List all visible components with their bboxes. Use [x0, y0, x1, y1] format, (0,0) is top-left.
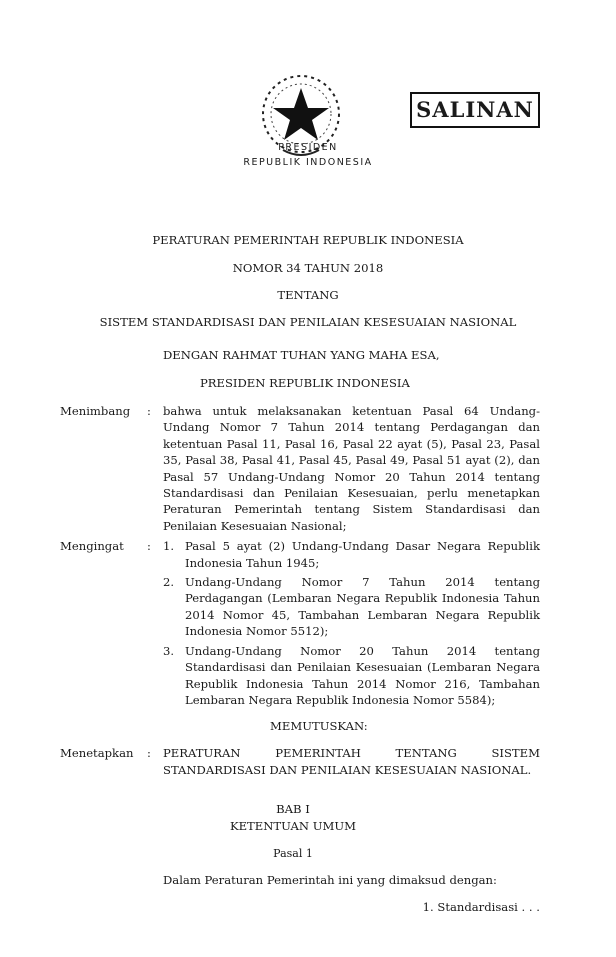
item-text: Undang-Undang Nomor 7 Tahun 2014 tentang Perdagangan (Lembaran Negara Republik Indonesia Tahun 2014 Nomor 45, Tambahan Lembaran Negara Republik Indonesia Nomor 5512);: [185, 575, 540, 639]
pasal-heading: Pasal 1: [273, 847, 313, 861]
office-line-2: REPUBLIK INDONESIA: [243, 157, 373, 168]
bab-title: KETENTUAN UMUM: [229, 819, 357, 834]
body-flow: [0, 403, 616, 946]
regulation-subject: SISTEM STANDARDISASI DAN PENILAIAN KESESUAIAN NASIONAL: [99, 315, 517, 329]
item-number: 2.: [163, 575, 175, 590]
office-line-1: PRESIDEN: [278, 142, 338, 153]
regulation-number: NOMOR 34 TAHUN 2018: [232, 261, 384, 275]
colon: :: [147, 746, 151, 761]
regulation-title: PERATURAN PEMERINTAH REPUBLIK INDONESIA: [152, 233, 464, 247]
preamble-line-2: PRESIDEN REPUBLIK INDONESIA: [200, 376, 410, 390]
colon: :: [147, 404, 151, 418]
memutuskan-heading: MEMUTUSKAN:: [270, 719, 368, 734]
page-continuation: 1. Standardisasi . . .: [422, 900, 540, 915]
regulation-tentang: TENTANG: [277, 288, 339, 302]
mengingat-label: Mengingat: [60, 539, 124, 554]
preamble-line-1: DENGAN RAHMAT TUHAN YANG MAHA ESA,: [163, 348, 440, 362]
item-text: Pasal 5 ayat (2) Undang-Undang Dasar Negara Republik Indonesia Tahun 1945;: [185, 539, 540, 570]
item-text: Undang-Undang Nomor 20 Tahun 2014 tentang Standardisasi dan Penilaian Kesesuaian (Lembaran Negara Republik Indonesia Tahun 2014 Nomor 216, Tambahan Lembaran Negara Republik Indonesia Nomor 5584);: [185, 643, 540, 707]
salinan-stamp: SALINAN: [410, 92, 540, 128]
pasal-intro: Dalam Peraturan Pemerintah ini yang dimaksud dengan:: [163, 873, 497, 888]
list-item: [163, 538, 540, 571]
menimbang-label: Menimbang: [60, 404, 131, 418]
item-number: 1.: [163, 539, 175, 554]
bab-number: BAB I: [276, 802, 310, 817]
menetapkan-text: PERATURAN PEMERINTAH TENTANG SISTEM STANDARDISASI DAN PENILAIAN KESESUAIAN NASIONAL.: [163, 746, 540, 778]
list-item: [163, 574, 540, 640]
menimbang-text: bahwa untuk melaksanakan ketentuan Pasal 64 Undang-Undang Nomor 7 Tahun 2014 tentang Perdagangan dan ketentuan Pasal 11, Pasal 16, Pasal 22 ayat (5), Pasal 23, Pasal 35, Pasal 38, Pasal 41, Pasal 45, Pasal 49, Pasal 51 ayat (2), dan Pasal 57 Undang-Undang Nomor 20 Tahun 2014 tentang Standardisasi dan Penilaian Kesesuaian, perlu menetapkan Peraturan Pemerintah tentang Sistem Standardisasi dan Penilaian Kesesuaian Nasional;: [163, 404, 540, 533]
menimbang-section: [0, 403, 616, 534]
mengingat-section: [0, 538, 616, 708]
item-number: 3.: [163, 643, 175, 658]
menetapkan-section: [0, 745, 616, 779]
list-item: [163, 643, 540, 709]
menetapkan-label: Menetapkan: [60, 746, 134, 761]
colon: :: [147, 539, 151, 554]
